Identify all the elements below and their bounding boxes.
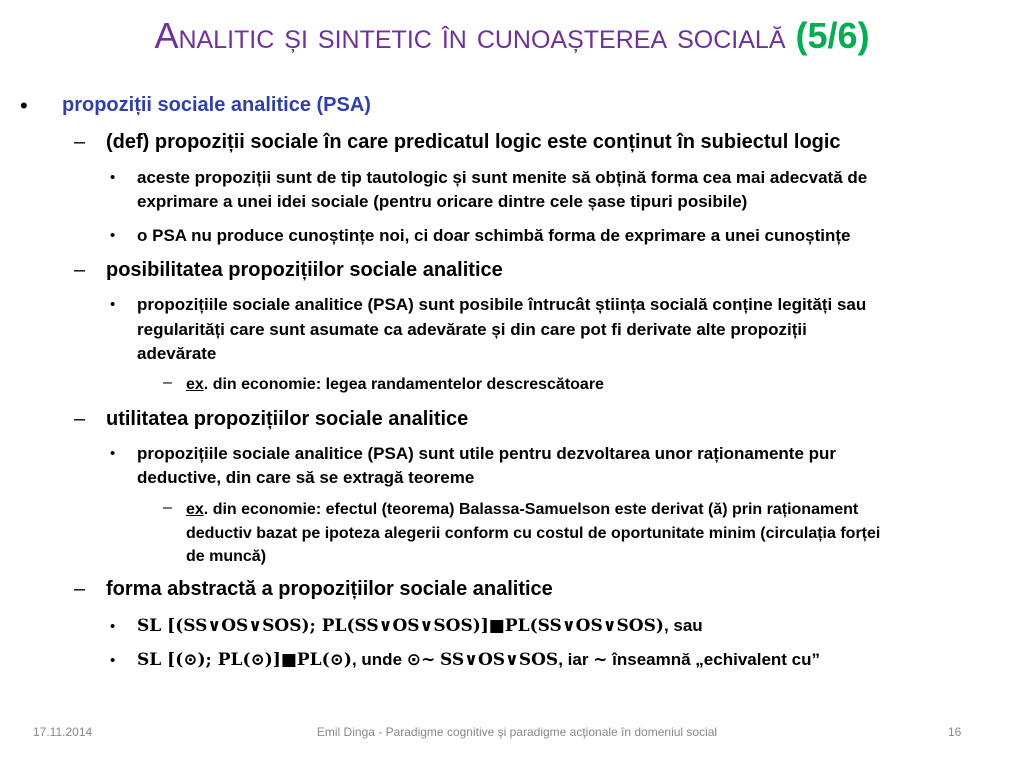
example-body: . din economie: efectul (teorema) Balassa-Samuelson este derivat (ă) prin raționament (203, 501, 859, 518)
slide-title-number: (5/6) (795, 15, 870, 56)
bullet-text: aceste propoziții sunt de tip tautologic și sunt menite să obțină forma cea mai adecvată de (137, 168, 868, 187)
formula-line (137, 614, 703, 638)
section-heading: (def) propoziții sociale în care predicatul logic este conținut în subiectul logic (106, 131, 841, 153)
bullet-icon: • (110, 227, 116, 244)
dash-icon: – (74, 578, 86, 600)
section-heading: utilitatea propozițiilor sociale analitice (106, 408, 469, 430)
bullet-text: adevărate (137, 344, 217, 363)
example-body: . din economie: legea randamentelor descrescătoare (203, 376, 604, 393)
formula-math: SL [(⊙); PL(⊙)]■PL(⊙) (137, 650, 352, 670)
bullet-text: propozițiile sociale analitice (PSA) sunt posibile întrucât știința socială conține legități sau (137, 295, 867, 314)
dash-icon: – (74, 408, 86, 430)
dash-icon: – (74, 131, 86, 153)
formula-text: , iar ∼ înseamnă „echivalent cu” (558, 650, 821, 669)
formula-math: SL [(SS∨OS∨SOS); PL(SS∨OS∨SOS)]■PL(SS∨OS∨SOS) (137, 616, 664, 636)
formula-text: , sau (663, 616, 703, 635)
level1-item: propoziții sociale analitice (PSA) (62, 94, 371, 116)
bullet-text: deductive, din care să se extragă teoreme (137, 468, 475, 487)
formula-text: , unde ⊙∼ (351, 650, 440, 669)
section-heading: forma abstractă a propozițiilor sociale analitice (106, 578, 553, 600)
footer-title: Emil Dinga - Paradigme cognitive şi paradigme acţionale în domeniul social (316, 725, 718, 739)
example-label: ex (186, 376, 204, 393)
bullet-icon: • (110, 445, 116, 462)
bullet-icon: • (110, 652, 116, 669)
dash-icon: – (163, 499, 172, 516)
bullet-icon: • (110, 296, 116, 313)
example-text: de muncă) (186, 548, 267, 565)
example-text (186, 373, 604, 396)
formula-math: SS∨OS∨SOS (439, 650, 559, 670)
bullet-icon: • (110, 169, 116, 186)
bullet-icon: • (110, 618, 116, 635)
section-heading: posibilitatea propozițiilor sociale analitice (106, 259, 503, 281)
footer-page-number: 16 (948, 725, 962, 739)
bullet-text: propozițiile sociale analitice (PSA) sunt utile pentru dezvoltarea unor raționamente pur (137, 444, 837, 463)
dash-icon: – (74, 259, 86, 281)
bullet-text: exprimare a unei idei sociale (pentru oricare dintre cele șase tipuri posibile) (137, 192, 748, 211)
bullet-text: o PSA nu produce cunoștințe noi, ci doar schimbă forma de exprimare a unei cunoștințe (137, 226, 851, 245)
bullet-icon: • (20, 93, 28, 118)
bullet-text: regularități care sunt asumate ca adevărate și din care pot fi derivate alte propoziții (137, 320, 807, 339)
formula-line (137, 648, 820, 672)
example-text: deductiv bazat pe ipoteza alegerii conform cu costul de oportunitate minim (circulația forței (186, 525, 881, 542)
example-text (186, 498, 858, 521)
dash-icon: – (163, 374, 172, 391)
example-label: ex (186, 501, 204, 518)
slide-title-main: Analitic și sintetic în cunoașterea socială (154, 15, 786, 56)
footer-date: 17.11.2014 (33, 725, 93, 739)
